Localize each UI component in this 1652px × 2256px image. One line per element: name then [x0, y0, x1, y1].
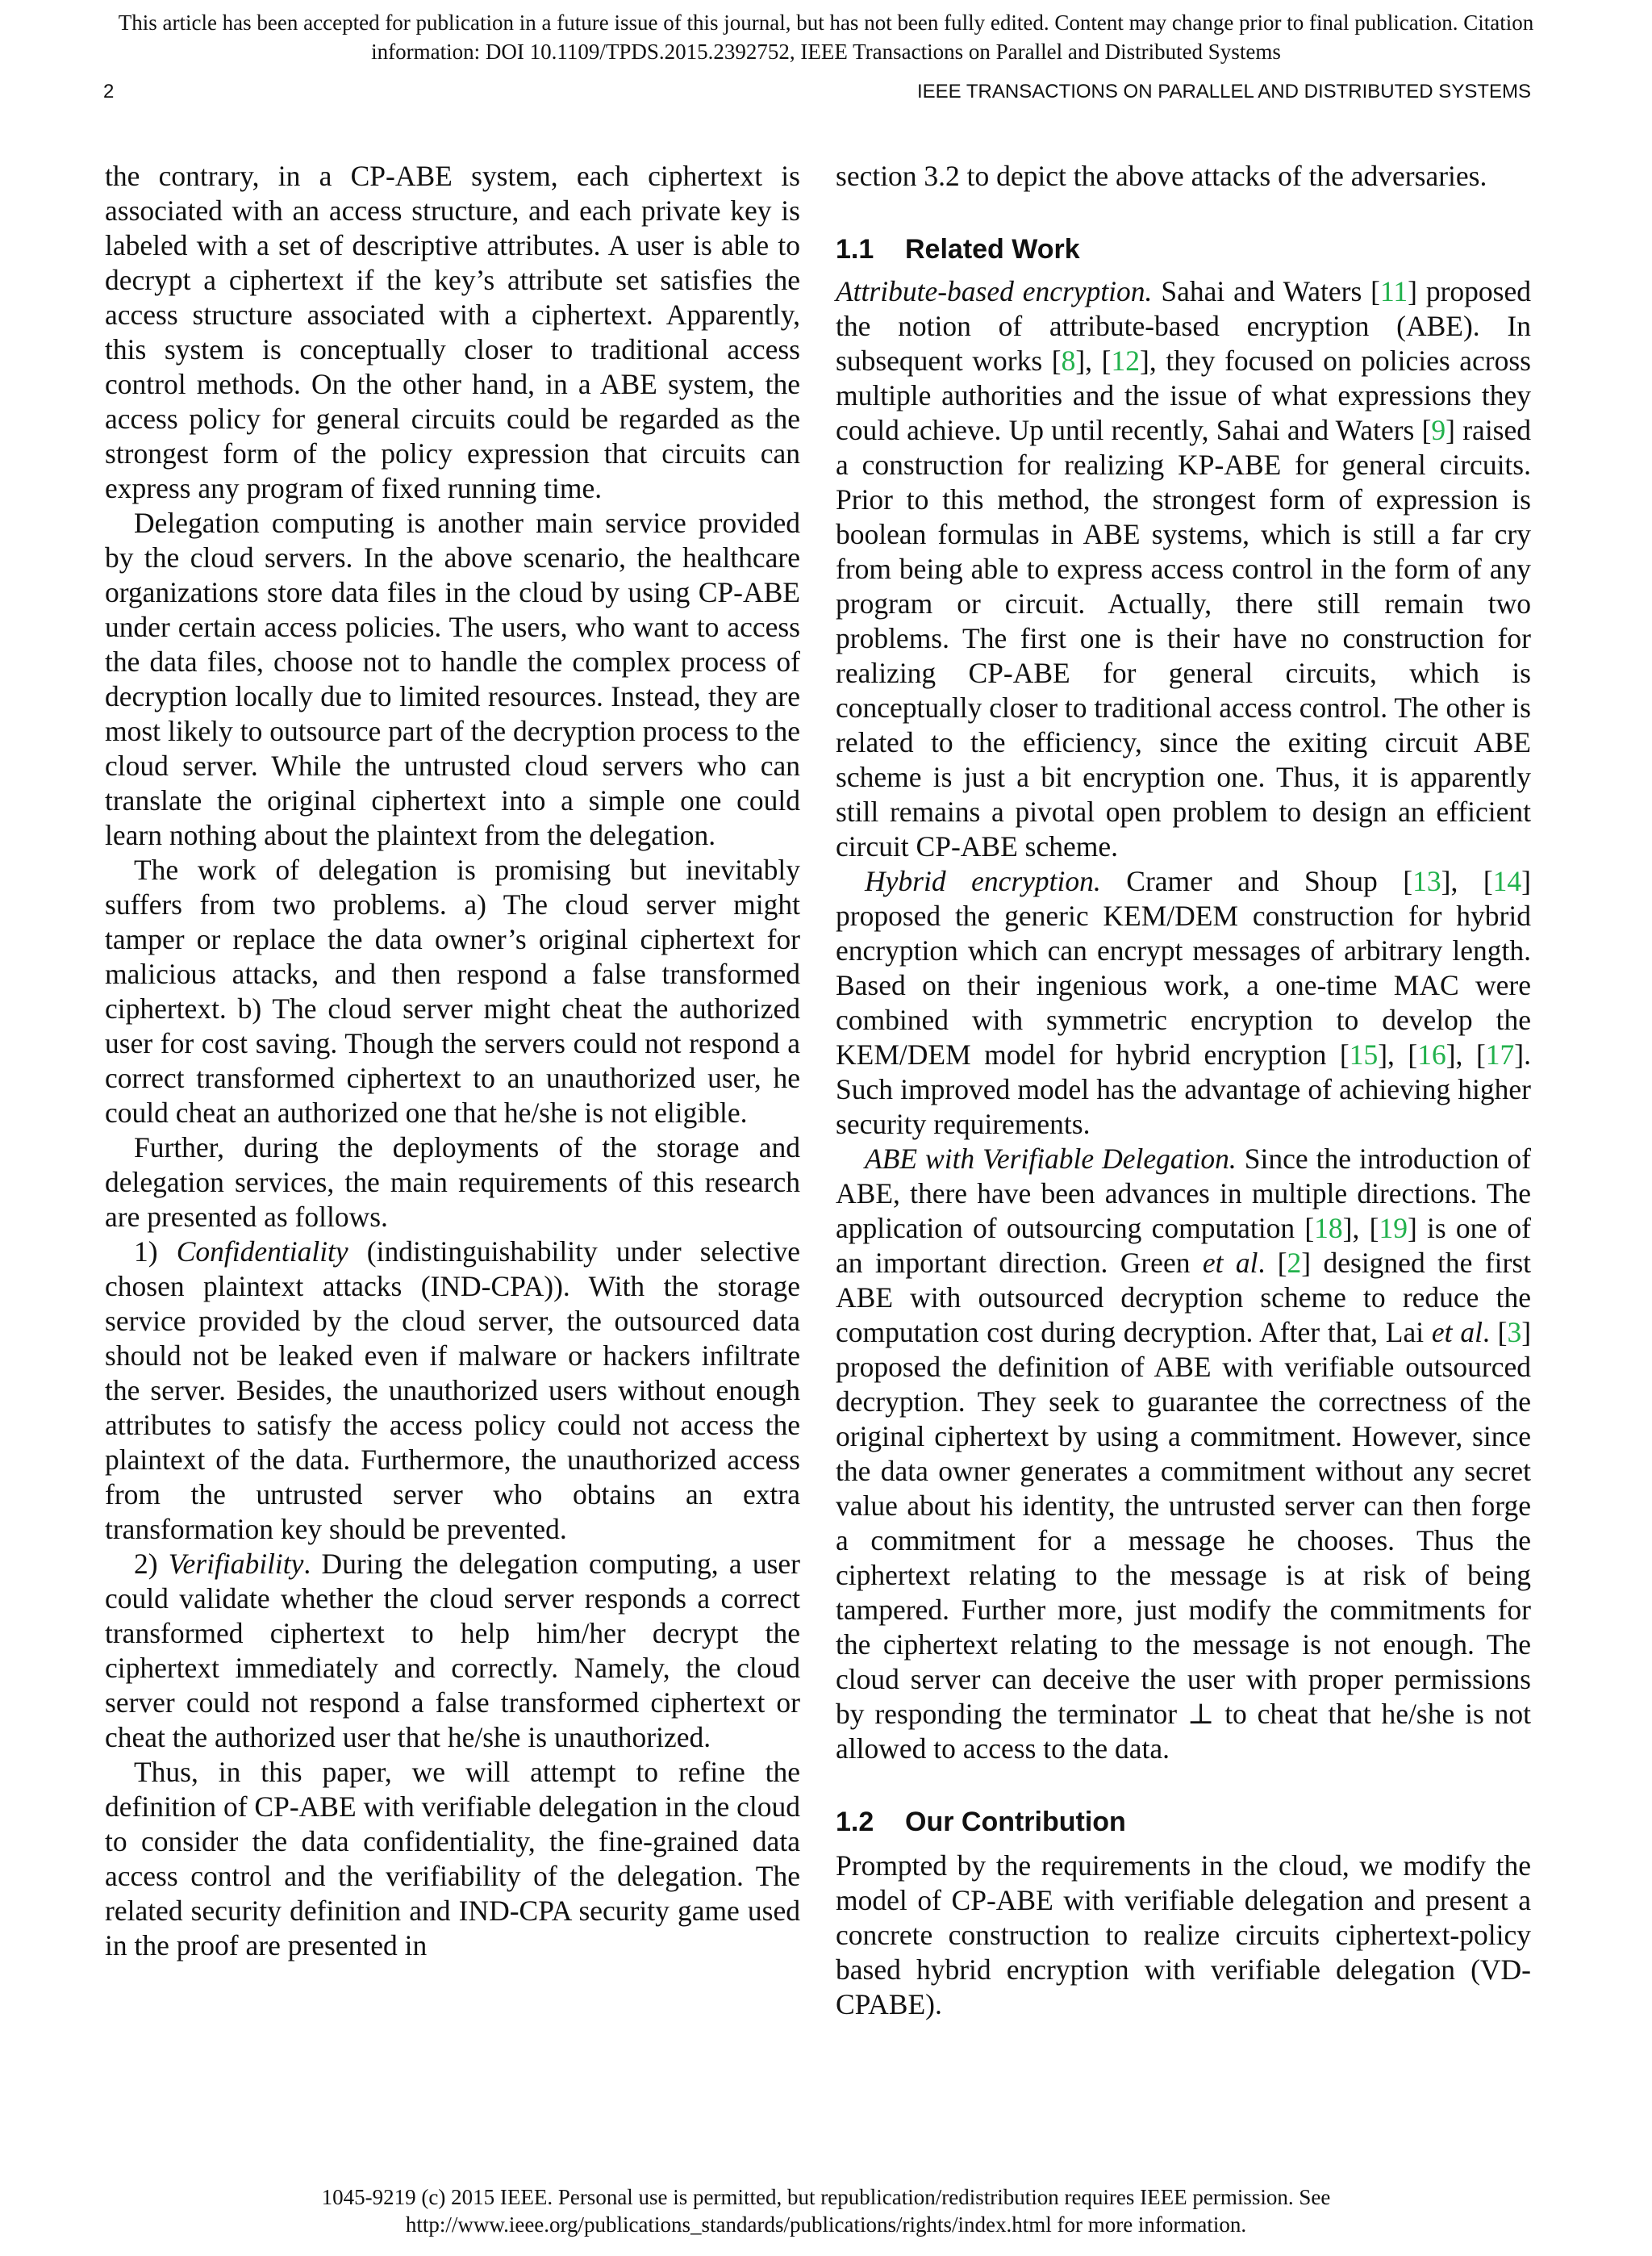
citation-link[interactable]: 14 — [1492, 865, 1522, 897]
text-run: . [ — [1258, 1247, 1287, 1279]
paragraph-contribution: Prompted by the requirements in the cloud, we modify the model of CP-ABE with verifiable delegation and present a concrete construction to realize circuits ciphertext-policy based hybrid encryption with verifiable delegation (VD-CPABE). — [836, 1849, 1531, 2020]
text-run: ] is one of an important direction. Green — [836, 1212, 1531, 1279]
run-in-heading: ABE with Verifiable Delegation. — [865, 1143, 1237, 1175]
text-run: ] raised a construction for realizing KP-ABE for general circuits. Prior to this method, the strongest form of expression is boolean formulas in ABE systems, which is still a far cry from being able to express access control in the form of any program or circuit. Actually, there still remain two problems. The first one is their have no construction for realizing CP-ABE for general circuits, which is conceptually closer to traditional access control. The other is related to the efficiency, since the exiting circuit ABE scheme is just a bit encryption one. Thus, it is apparently still remains a pivotal open problem to design an efficient circuit CP-ABE scheme. — [836, 414, 1531, 863]
text-run: ], [ — [1441, 865, 1493, 897]
text-run: ], [ — [1342, 1212, 1379, 1244]
paragraph-abe-verifiable-delegation — [836, 1142, 1531, 1766]
section-title: Our Contribution — [905, 1807, 1126, 1837]
section-heading-our-contribution — [836, 1805, 1531, 1839]
paragraph-delegation-computing: Delegation computing is another main service provided by the cloud servers. In the above scenario, the healthcare organizations store data files in the cloud by using CP-ABE under certain access policies. The users, who want to access the data files, choose not to handle the complex process of decryption locally due to limited resources. Instead, they are most likely to outsource part of the decryption process to the cloud server. While the untrusted cloud servers who can translate the original ciphertext into a simple one could learn nothing about the plaintext from the delegation. — [105, 507, 800, 851]
run-in-heading: Attribute-based encryption. — [836, 275, 1153, 307]
et-al: et al — [1202, 1247, 1258, 1279]
paragraph-requirements-intro: Further, during the deployments of the storage and delegation services, the main requirements of this research are presented as follows. — [105, 1131, 800, 1233]
citation-link[interactable]: 3 — [1507, 1316, 1522, 1348]
list-number: 2) — [134, 1548, 169, 1580]
text-run: Sahai and Waters [ — [1152, 275, 1380, 307]
citation-link[interactable]: 12 — [1111, 345, 1141, 377]
text-run: Cramer and Shoup [ — [1100, 865, 1413, 897]
text-run: ] proposed the notion of attribute-based encryption (ABE). In subsequent works [ — [836, 275, 1532, 377]
section-number: 1.1 — [836, 234, 874, 265]
paragraph-delegation-problems: The work of delegation is promising but inevitably suffers from two problems. a) The cloud server might tamper or replace the data owner’s original ciphertext for malicious attacks, and then respond a false transformed ciphertext. b) The cloud server might cheat the authorized user for cost saving. Though the servers could not respond a correct transformed ciphertext to an unauthorized user, he could cheat an authorized one that he/she is not eligible. — [105, 854, 800, 1129]
publication-notice — [32, 8, 1620, 66]
copyright-line-2: http://www.ieee.org/publications_standards/publications/rights/index.html for more information. — [405, 2212, 1247, 2237]
publication-notice-line-1: This article has been accepted for publication in a future issue of this journal, but has not been fully edited. Content may change prior to final publication. Citation — [118, 10, 1534, 35]
text-run: ] proposed the definition of ABE with verifiable outsourced decryption. They seek to guarantee the correctness of the original ciphertext by using a commitment. However, since the data owner generates a commitment without any secret value about his identity, the untrusted server can then forge a commitment for a message he chooses. Thus the ciphertext relating to the message is at risk of being tampered. Further more, just modify the commitments for the ciphertext relating to the message is not enough. The cloud server can deceive the user with proper permissions by responding the terminator ⊥ to cheat that he/she is not allowed to access to the data. — [836, 1316, 1532, 1765]
confidentiality-text: (indistinguishability under selective chosen plaintext attacks (IND-CPA)). With the storage service provided by the cloud server, the outsourced data should not be leaked even if malware or hackers infiltrate the server. Besides, the unauthorized users without enough attributes to satisfy the access policy could not access the plaintext of the data. Furthermore, the unauthorized access from the untrusted server who obtains an extra transformation key should be prevented. — [105, 1235, 800, 1545]
text-run: ], [ — [1378, 1038, 1418, 1071]
citation-link[interactable]: 17 — [1485, 1038, 1515, 1071]
text-run: ]. Such improved model has the advantage of achieving higher security requirements. — [836, 1038, 1531, 1140]
journal-name: IEEE TRANSACTIONS ON PARALLEL AND DISTRIBUTED SYSTEMS — [916, 81, 1531, 102]
left-column — [105, 159, 800, 1963]
text-run: . [ — [1482, 1316, 1508, 1348]
text-run: ], they focused on policies across multiple authorities and the issue of what expressions they could achieve. Up until recently, Sahai and Waters [ — [836, 345, 1531, 446]
paragraph-confidentiality — [105, 1235, 800, 1547]
copyright-line-1: 1045-9219 (c) 2015 IEEE. Personal use is permitted, but republication/redistribution requires IEEE permission. See — [321, 2185, 1331, 2209]
term-confidentiality: Confidentiality — [176, 1235, 348, 1268]
running-head — [103, 81, 1531, 113]
citation-link[interactable]: 18 — [1314, 1212, 1343, 1244]
list-number: 1) — [134, 1235, 177, 1268]
paragraph-paper-goal: Thus, in this paper, we will attempt to refine the definition of CP-ABE with verifiable delegation in the cloud to consider the data confidentiality, the fine-grained data access control and the verifiability of the delegation. The related security definition and IND-CPA security game used in the proof are presented in — [105, 1756, 800, 1961]
paragraph-hybrid-encryption — [836, 864, 1531, 1142]
text-run: ] designed the first ABE with outsourced decryption scheme to reduce the computation cost during decryption. After that, Lai — [836, 1247, 1532, 1348]
citation-link[interactable]: 11 — [1379, 275, 1408, 307]
citation-link[interactable]: 15 — [1349, 1038, 1379, 1071]
term-verifiability: Verifiability — [168, 1548, 304, 1580]
section-title: Related Work — [905, 234, 1080, 265]
page-number: 2 — [103, 81, 115, 102]
paragraph-attribute-based-encryption — [836, 274, 1531, 864]
citation-link[interactable]: 19 — [1379, 1212, 1408, 1244]
et-al: et al — [1431, 1316, 1483, 1348]
section-heading-related-work — [836, 232, 1531, 266]
paragraph-verifiability — [105, 1547, 800, 1755]
citation-link[interactable]: 8 — [1061, 345, 1076, 377]
text-run: ], [ — [1446, 1038, 1486, 1071]
run-in-heading: Hybrid encryption. — [865, 865, 1101, 897]
paragraph-continuation: section 3.2 to depict the above attacks of the adversaries. — [836, 160, 1487, 192]
citation-link[interactable]: 13 — [1412, 865, 1441, 897]
citation-link[interactable]: 16 — [1417, 1038, 1446, 1071]
right-column — [836, 159, 1531, 2022]
text-run: ] proposed the generic KEM/DEM construction for hybrid encryption which can encrypt messages of arbitrary length. Based on their ingenious work, a one-time MAC were combined with symmetric encryption to develop the KEM/DEM model for hybrid encryption [ — [836, 865, 1531, 1071]
text-run: ], [ — [1075, 345, 1112, 377]
copyright-footer — [32, 2183, 1620, 2238]
text-run: Since the introduction of ABE, there have been advances in multiple directions. The application of outsourcing computation [ — [836, 1143, 1532, 1244]
section-number: 1.2 — [836, 1807, 874, 1837]
publication-notice-line-2: information: DOI 10.1109/TPDS.2015.2392752, IEEE Transactions on Parallel and Distributed Systems — [371, 40, 1281, 64]
citation-link[interactable]: 2 — [1287, 1247, 1302, 1279]
verifiability-text: . During the delegation computing, a user could validate whether the cloud server responds a correct transformed ciphertext to help him/her decrypt the ciphertext immediately and correctly. Namely, the cloud server could not respond a false transformed ciphertext or cheat the authorized user that he/she is unauthorized. — [105, 1548, 801, 1753]
paragraph-cp-abe-overview: the contrary, in a CP-ABE system, each ciphertext is associated with an access structure, and each private key is labeled with a set of descriptive attributes. A user is able to decrypt a ciphertext if the key’s attribute set satisfies the access structure associated with a ciphertext. Apparently, this system is conceptually closer to traditional access control methods. On the other hand, in a ABE system, the access policy for general circuits could be regarded as the strongest form of the policy expression that circuits can express any program of fixed running time. — [105, 160, 800, 504]
citation-link[interactable]: 9 — [1431, 414, 1446, 446]
